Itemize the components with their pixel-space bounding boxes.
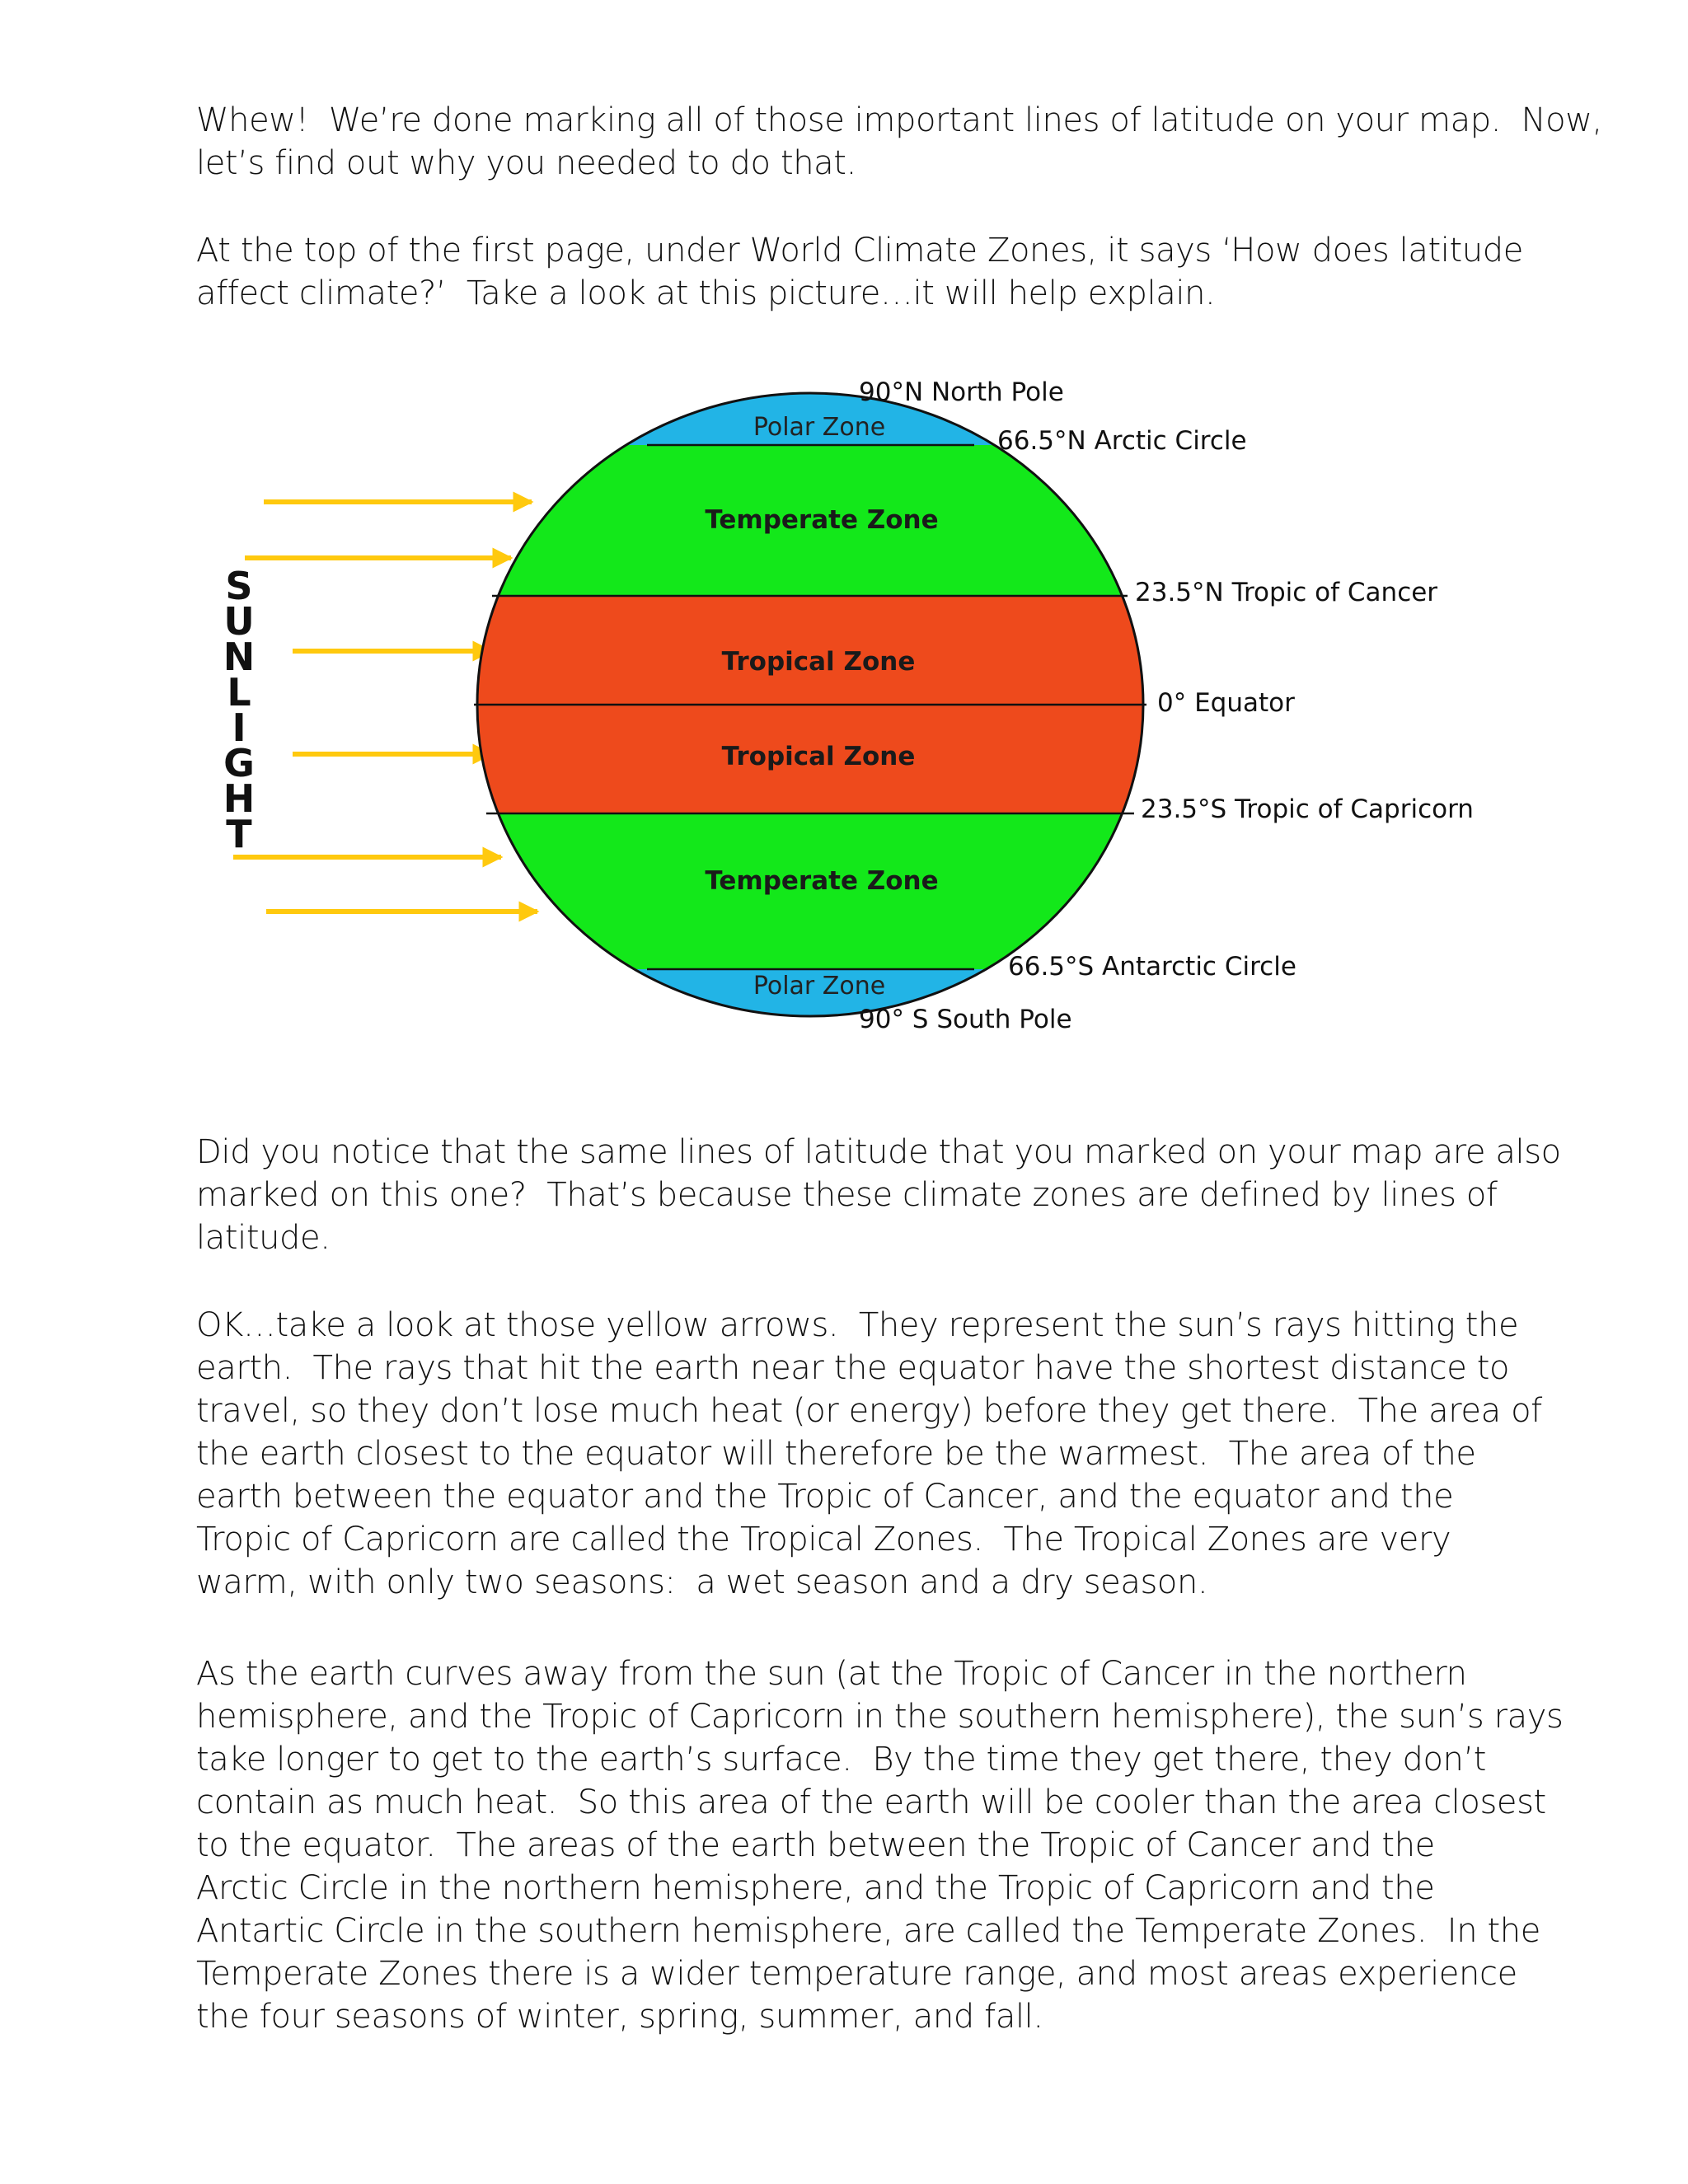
- sunlight-label: [223, 564, 256, 856]
- text-line: Tropic of Capricorn are called the Tropical Zones. The Tropical Zones are very: [196, 1521, 1451, 1558]
- sunlight-letter: I: [232, 705, 246, 750]
- paragraph-temperate: [196, 1652, 1564, 2038]
- zone-label-temperate-north: Temperate Zone: [705, 505, 939, 535]
- globe: [470, 387, 1154, 1027]
- label-arctic-circle: 66.5°N Arctic Circle: [997, 426, 1247, 456]
- text-line: Antartic Circle in the southern hemisphere, are called the Temperate Zones. In the: [196, 1912, 1540, 1950]
- text-line: Did you notice that the same lines of latitude that you marked on your map are also: [196, 1133, 1561, 1171]
- zone-label-polar-north: Polar Zone: [753, 413, 886, 442]
- label-tropic-of-cancer: 23.5°N Tropic of Cancer: [1135, 578, 1438, 607]
- text-line: Temperate Zones there is a wider temperature range, and most areas experience: [196, 1955, 1517, 1993]
- text-line: OK…take a look at those yellow arrows. They represent the sun’s rays hitting the: [196, 1306, 1519, 1344]
- sunlight-letter: U: [223, 599, 255, 644]
- text-line: At the top of the first page, under World Climate Zones, it says ‘How does latitude: [196, 232, 1523, 269]
- text-line: earth. The rays that hit the earth near the equator have the shortest distance to: [196, 1349, 1510, 1387]
- paragraph-notice: [196, 1131, 1561, 1259]
- text-line: the earth closest to the equator will therefore be the warmest. The area of the: [196, 1435, 1476, 1473]
- sunlight-letter: S: [225, 564, 253, 608]
- text-line: travel, so they don’t lose much heat (or energy) before they get there. The area of: [196, 1392, 1542, 1430]
- text-line: take longer to get to the earth’s surface. By the time they get there, they don’t: [196, 1741, 1487, 1779]
- text-line: the four seasons of winter, spring, summer, and fall.: [196, 1998, 1043, 2036]
- label-equator: 0° Equator: [1157, 688, 1295, 718]
- text-line: warm, with only two seasons: a wet season and a dry season.: [196, 1563, 1208, 1601]
- text-line: earth between the equator and the Tropic of Cancer, and the equator and the: [196, 1478, 1454, 1516]
- label-north-pole: 90°N North Pole: [859, 377, 1064, 407]
- text-line: affect climate?’ Take a look at this picture…it will help explain.: [196, 274, 1216, 312]
- paragraph-tropical: [196, 1304, 1542, 1604]
- zone-label-tropical-south: Tropical Zone: [721, 742, 916, 771]
- sunlight-letter: G: [223, 741, 255, 785]
- text-line: As the earth curves away from the sun (at the Tropic of Cancer in the northern: [196, 1655, 1467, 1693]
- zone-label-polar-south: Polar Zone: [753, 972, 886, 1001]
- sunlight-letter: T: [226, 812, 252, 856]
- text-line: let’s find out why you needed to do that.: [196, 144, 856, 182]
- text-line: marked on this one? That’s because these climate zones are defined by lines of: [196, 1176, 1498, 1214]
- label-antarctic-circle: 66.5°S Antarctic Circle: [1008, 952, 1296, 982]
- sunlight-letter: L: [227, 670, 251, 715]
- label-tropic-of-capricorn: 23.5°S Tropic of Capricorn: [1141, 794, 1474, 824]
- text-line: hemisphere, and the Tropic of Capricorn in the southern hemisphere), the sun’s rays: [196, 1698, 1564, 1736]
- sunlight-letter: H: [223, 776, 256, 821]
- text-line: latitude.: [196, 1219, 331, 1257]
- text-line: Arctic Circle in the northern hemisphere, and the Tropic of Capricorn and the: [196, 1869, 1435, 1907]
- text-line: to the equator. The areas of the earth between the Tropic of Cancer and the: [196, 1826, 1435, 1864]
- zone-label-tropical-north: Tropical Zone: [721, 647, 916, 677]
- text-line: contain as much heat. So this area of the earth will be cooler than the area closest: [196, 1783, 1546, 1821]
- zone-label-temperate-south: Temperate Zone: [705, 866, 939, 896]
- label-south-pole: 90° S South Pole: [859, 1005, 1072, 1034]
- sunlight-letter: N: [223, 635, 256, 679]
- text-line: Whew! We’re done marking all of those important lines of latitude on your map. Now,: [196, 101, 1602, 139]
